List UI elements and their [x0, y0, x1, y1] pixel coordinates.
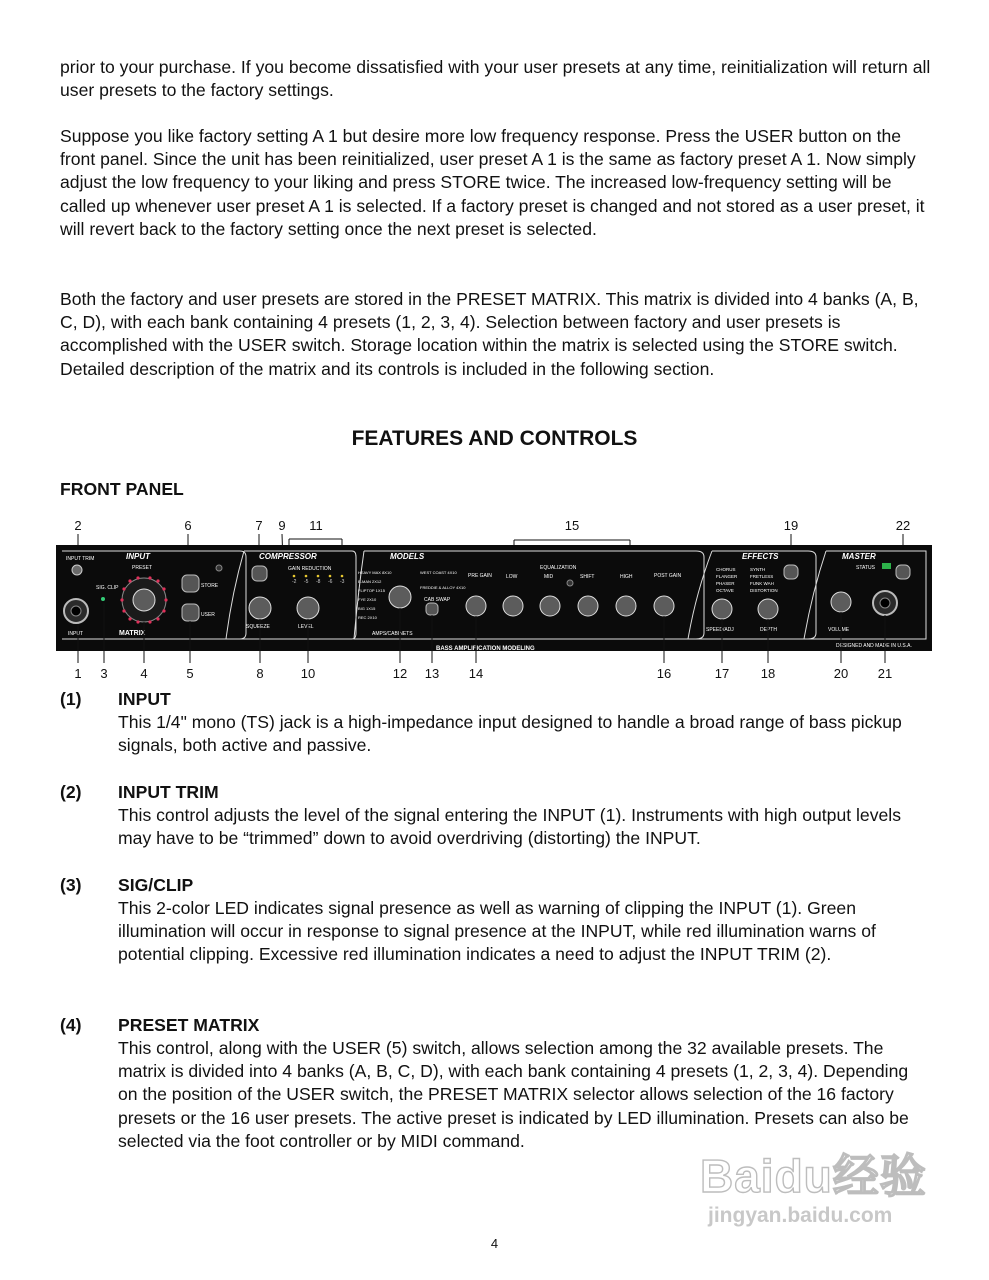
shift-knob[interactable]	[578, 596, 598, 616]
made-in-label: DESIGNED AND MADE IN U.S.A.	[836, 643, 912, 649]
callout-12: 12	[392, 666, 408, 681]
pre-gain-label: PRE GAIN	[468, 573, 492, 579]
callout-14: 14	[468, 666, 484, 681]
effects-button[interactable]	[784, 565, 798, 579]
sig-clip-label: SIG. CLIP	[96, 585, 119, 591]
svg-text:FUNK WAH: FUNK WAH	[750, 581, 774, 586]
callout-18: 18	[760, 666, 776, 681]
watermark-url: jingyan.baidu.com	[708, 1204, 893, 1227]
page-number: 4	[490, 1236, 499, 1251]
gain-reduction-label: GAIN REDUCTION	[288, 566, 332, 572]
callout-4: 4	[140, 666, 148, 681]
item-description: This control, along with the USER (5) switch, allows selection among the 32 available presets. The matrix is divided into 4 banks (A, B, C, D), with each bank containing 4 presets (1, 2, 3, 4). Depending on the position of the USER switch, the PRESET MATRIX selector allows selection of the 16 factory presets or the 16 user presets. The active preset is indicated by LED illumination. Presets can also be selected via the foot controller or by MIDI command.	[118, 1038, 909, 1151]
svg-text:OCTAVE: OCTAVE	[716, 588, 734, 593]
item-number: (2)	[60, 782, 82, 802]
svg-text:FRETLESS: FRETLESS	[750, 574, 774, 579]
item-title: SIG/CLIP	[118, 875, 194, 895]
item-number: (1)	[60, 689, 82, 709]
squeeze-knob[interactable]	[249, 597, 271, 619]
low-knob[interactable]	[503, 596, 523, 616]
intro-paragraph-3: Both the factory and user presets are stored in the PRESET MATRIX. This matrix is divided into 4 banks (A, B, C, D), with each bank containing 4 presets (1, 2, 3, 4). Selection between factory and user presets is accomplished with the USER switch. Storage location within the matrix is selected using the STORE switch. Detailed description of the matrix and its controls is included in the following section.	[60, 289, 919, 379]
svg-text:FREDDIE & ALLOY 4X10: FREDDIE & ALLOY 4X10	[420, 585, 466, 590]
preset-label: PRESET	[132, 565, 153, 571]
shift-label: SHIFT	[580, 574, 595, 580]
svg-text:B-MAN 2X12: B-MAN 2X12	[358, 579, 382, 584]
status-label: STATUS	[856, 565, 875, 571]
store-label: STORE	[201, 583, 219, 589]
input-status-led	[216, 565, 222, 571]
item-title: PRESET MATRIX	[118, 1015, 260, 1035]
input-section-title: INPUT	[126, 552, 150, 561]
input-trim-knob[interactable]	[72, 565, 82, 575]
callout-20: 20	[833, 666, 849, 681]
item-description: This control adjusts the level of the signal entering the INPUT (1). Instruments with high output levels may have to be “trimmed” down to avoid overdriving (distorting) the INPUT.	[118, 805, 901, 849]
item-description: This 2-color LED indicates signal presence as well as warning of clipping the INPUT (1). Green illumination will occur in response to signal presence at the INPUT, while red illumination warns of potential clipping. Excessive red illumination indicates a need to adjust the INPUT TRIM (2).	[118, 898, 876, 965]
svg-text:REC 2X10: REC 2X10	[358, 615, 377, 620]
cab-swap-button[interactable]	[426, 603, 438, 615]
input-trim-label: INPUT TRIM	[66, 556, 95, 562]
volume-label: VOLUME	[828, 627, 850, 633]
baidu-watermark	[700, 1140, 940, 1240]
callout-1: 1	[74, 666, 82, 681]
compressor-section-title: COMPRESSOR	[259, 552, 317, 561]
input-jack-label: INPUT	[68, 631, 83, 637]
svg-text:-6: -6	[328, 579, 333, 585]
front-panel-diagram	[56, 513, 932, 683]
svg-text:FYE 2X10: FYE 2X10	[358, 597, 377, 602]
item-title: INPUT TRIM	[118, 782, 219, 802]
master-button[interactable]	[896, 565, 910, 579]
amps-cabinets-knob[interactable]	[389, 586, 411, 608]
callout-21: 21	[877, 666, 893, 681]
callout-13: 13	[424, 666, 440, 681]
svg-text:-2: -2	[292, 579, 297, 585]
mid-knob[interactable]	[540, 596, 560, 616]
post-gain-knob[interactable]	[654, 596, 674, 616]
eq-status-led	[567, 580, 573, 586]
svg-text:SYNTH: SYNTH	[750, 567, 766, 572]
svg-text:DISTORTION: DISTORTION	[750, 588, 778, 593]
svg-text:-8: -8	[316, 579, 321, 585]
pre-gain-knob[interactable]	[466, 596, 486, 616]
intro-paragraph-1: prior to your purchase. If you become dissatisfied with your user presets at any time, reinitialization will return all user presets to the factory settings.	[60, 57, 931, 101]
svg-text:-3: -3	[340, 579, 345, 585]
callout-15: 15	[564, 518, 580, 533]
item-title: INPUT	[118, 689, 171, 709]
high-knob[interactable]	[616, 596, 636, 616]
user-button[interactable]	[182, 604, 199, 621]
status-led	[882, 563, 891, 569]
effects-section-title: EFFECTS	[742, 552, 779, 561]
svg-text:WEST COAST 4X10: WEST COAST 4X10	[420, 570, 457, 575]
compressor-button[interactable]	[252, 566, 267, 581]
callout-6: 6	[184, 518, 192, 533]
intro-paragraph-2: Suppose you like factory setting A 1 but desire more low frequency response. Press the USER button on the front panel. Since the unit has been reinitialized, user preset A 1 is the same as factory preset A 1. Now simply adjust the low frequency to your liking and press STORE twice. The increased low-frequency setting will be called up whenever user preset A 1 is selected. If a factory preset is changed and not stored as a user preset, it will revert back to the factory setting once the next preset is selected.	[60, 126, 925, 239]
callout-9: 9	[278, 518, 286, 533]
sig-clip-led	[101, 597, 105, 601]
item-description: This 1/4" mono (TS) jack is a high-impedance input designed to handle a broad range of bass pickup signals, both active and passive.	[118, 712, 902, 756]
watermark-text: Baidu经验	[700, 1150, 927, 1202]
headphone-jack-hole	[880, 598, 890, 608]
preset-matrix-selector[interactable]	[133, 589, 155, 611]
mid-label: MID	[544, 574, 554, 580]
svg-text:-5: -5	[304, 579, 309, 585]
section-title: FEATURES AND CONTROLS	[351, 427, 638, 450]
svg-text:CHORUS: CHORUS	[716, 567, 736, 572]
low-label: LOW	[506, 574, 518, 580]
master-section-title: MASTER	[842, 552, 876, 561]
high-label: HIGH	[620, 574, 633, 580]
item-number: (3)	[60, 875, 82, 895]
callout-8: 8	[256, 666, 264, 681]
svg-text:BIG 1X15: BIG 1X15	[358, 606, 376, 611]
bam-label: BASS AMPLIFICATION MODELING	[436, 646, 535, 652]
speed-adj-knob[interactable]	[712, 599, 732, 619]
equalization-label: EQUALIZATION	[540, 565, 577, 571]
callout-7: 7	[255, 518, 263, 533]
callout-22: 22	[895, 518, 911, 533]
matrix-label: MATRIX	[119, 630, 146, 637]
models-section-title: MODELS	[390, 552, 425, 561]
depth-label: DEPTH	[760, 627, 777, 633]
amps-cabinets-label: AMPS/CABINETS	[372, 631, 413, 637]
cab-swap-label: CAB SWAP	[424, 597, 451, 603]
callout-2: 2	[74, 518, 82, 533]
front-panel-heading: FRONT PANEL	[60, 479, 184, 499]
svg-text:HEAVY MAX 8X10: HEAVY MAX 8X10	[358, 570, 392, 575]
volume-knob[interactable]	[831, 592, 851, 612]
callout-16: 16	[656, 666, 672, 681]
svg-text:PHASER: PHASER	[716, 581, 735, 586]
panel-body	[56, 545, 932, 651]
user-label: USER	[201, 612, 215, 618]
store-button[interactable]	[182, 575, 199, 592]
post-gain-label: POST GAIN	[654, 573, 682, 579]
level-label: LEVEL	[298, 624, 314, 630]
svg-text:FLANGER: FLANGER	[716, 574, 738, 579]
callout-17: 17	[714, 666, 730, 681]
level-knob[interactable]	[297, 597, 319, 619]
callout-19: 19	[783, 518, 799, 533]
item-number: (4)	[60, 1015, 82, 1035]
squeeze-label: SQUEEZE	[246, 624, 270, 630]
input-jack-hole	[71, 606, 81, 616]
speed-adj-label: SPEED/ADJ	[706, 627, 734, 633]
callout-10: 10	[300, 666, 316, 681]
callout-5: 5	[186, 666, 194, 681]
callout-11: 11	[309, 518, 323, 533]
callout-3: 3	[100, 666, 108, 681]
svg-text:FLIPTOP 1X15: FLIPTOP 1X15	[358, 588, 385, 593]
depth-knob[interactable]	[758, 599, 778, 619]
